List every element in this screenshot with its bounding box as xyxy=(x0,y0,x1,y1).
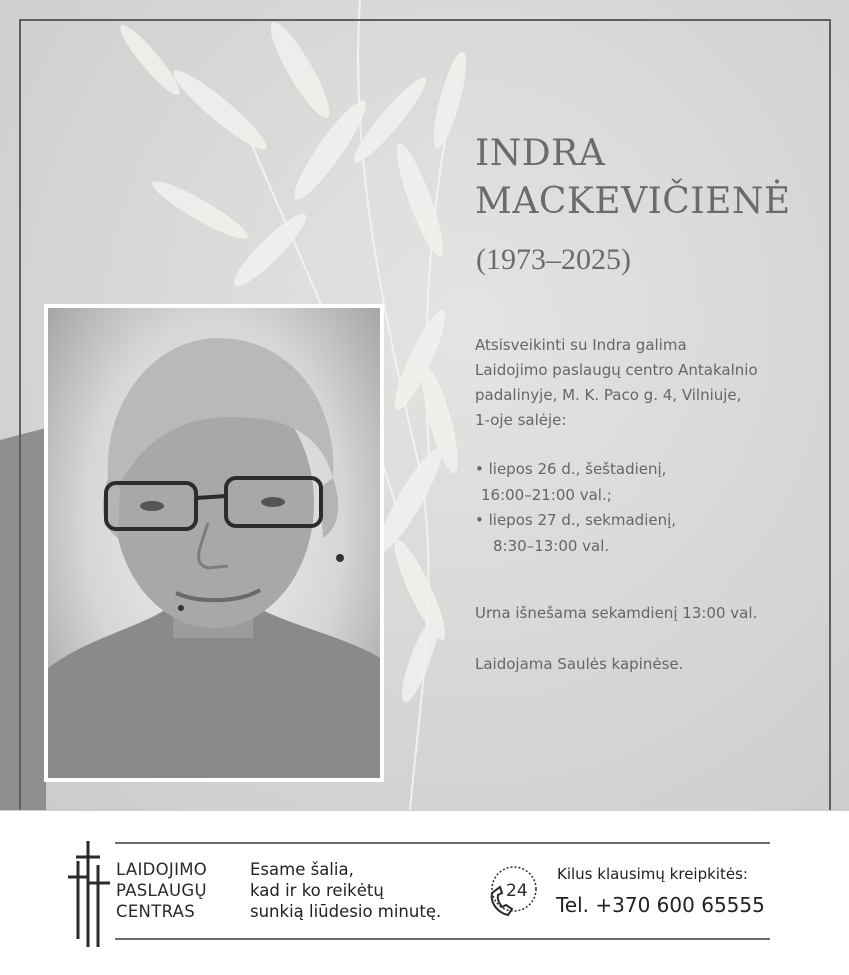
footer-divider-bottom xyxy=(115,938,770,940)
farewell-line: padalinyje, M. K. Paco g. 4, Vilniuje, xyxy=(475,386,742,404)
logo-line: PASLAUGŲ xyxy=(116,881,207,900)
contact-label: Kilus klausimų kreipkitės: xyxy=(557,865,748,883)
slogan-line: kad ir ko reikėtų xyxy=(250,881,384,900)
phone-24h-icon xyxy=(484,863,540,919)
schedule-time-1: 16:00–21:00 val.; xyxy=(481,485,612,504)
schedule-day-2: • liepos 27 d., sekmadienį, xyxy=(475,511,677,529)
logo-line: LAIDOJIMO xyxy=(116,860,208,879)
company-logo-text xyxy=(116,859,207,922)
portrait-photo xyxy=(44,304,384,782)
life-years: (1973–2025) xyxy=(476,243,631,276)
phone-icon-label: 24 xyxy=(506,881,528,901)
visitation-schedule xyxy=(475,457,676,559)
logo-line: CENTRAS xyxy=(116,902,196,921)
first-name: INDRA xyxy=(475,133,606,174)
urn-text: Urna išnešama sekamdienį 13:00 val. xyxy=(475,604,758,622)
farewell-line: Laidojimo paslaugų centro Antakalnio xyxy=(475,361,758,379)
deceased-name xyxy=(475,130,791,226)
farewell-line: 1-oje salėje: xyxy=(475,411,567,429)
funeral-service-footer xyxy=(0,810,849,975)
slogan-line: Esame šalia, xyxy=(250,860,354,879)
slogan-line: sunkią liūdesio minutę. xyxy=(250,902,442,921)
portrait-illustration xyxy=(48,308,380,778)
schedule-time-2: 8:30–13:00 val. xyxy=(493,536,610,555)
contact-phone[interactable]: Tel. +370 600 65555 xyxy=(556,893,765,917)
triple-cross-logo-icon xyxy=(66,839,112,949)
slogan xyxy=(250,859,441,922)
last-name: MACKEVIČIENĖ xyxy=(475,181,791,222)
burial-text: Laidojama Saulės kapinėse. xyxy=(475,655,684,673)
schedule-day-1: • liepos 26 d., šeštadienį, xyxy=(475,460,667,478)
portrait-image xyxy=(48,308,380,778)
farewell-info xyxy=(475,333,758,433)
footer-divider-top xyxy=(115,842,770,844)
farewell-line: Atsisveikinti su Indra galima xyxy=(475,336,687,354)
